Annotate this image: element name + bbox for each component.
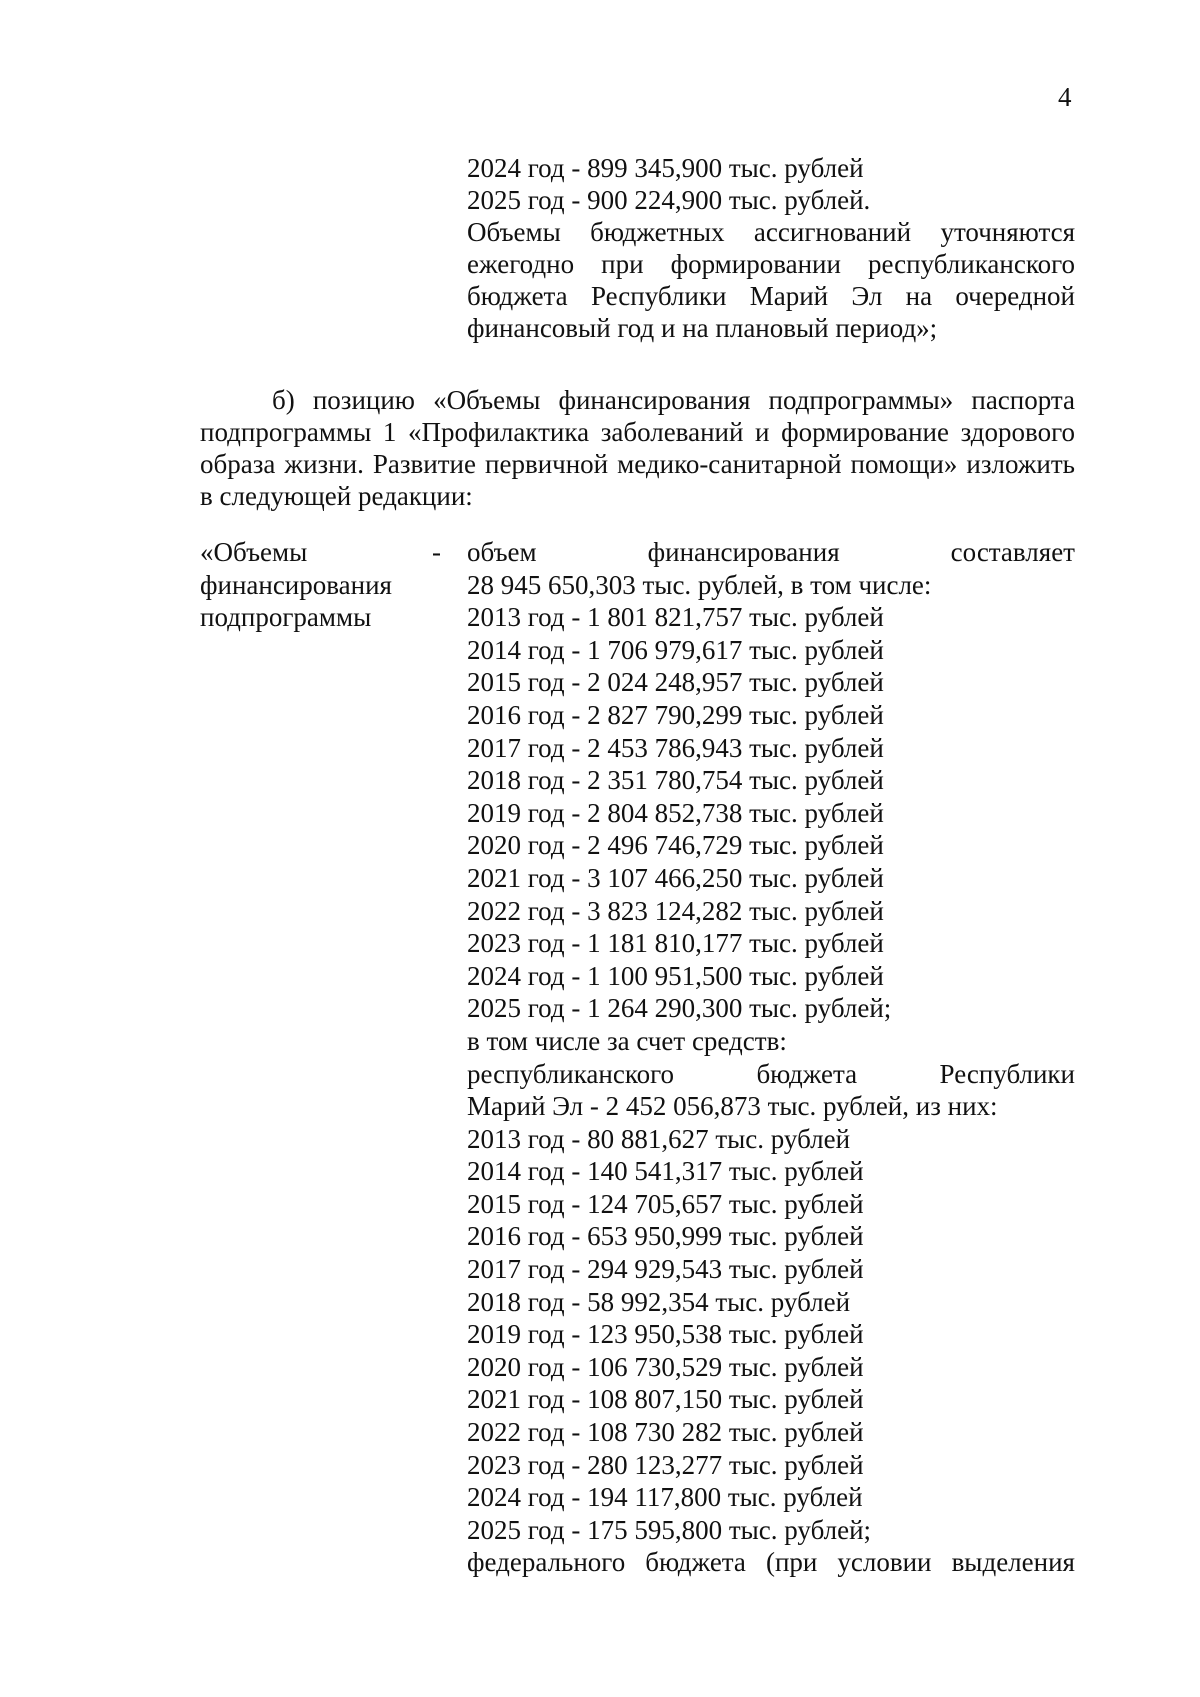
funding-year-row: 2014 год - 1 706 979,617 тыс. рублей [467,634,884,665]
republic-year-row: 2020 год - 106 730,529 тыс. рублей [467,1351,864,1382]
republic-year-row: 2015 год - 124 705,657 тыс. рублей [467,1188,864,1219]
funding-year-row: 2023 год - 1 181 810,177 тыс. рублей [467,928,884,959]
funding-year-row: 2015 год - 2 024 248,957 тыс. рублей [467,667,884,698]
funding-total: 28 945 650,303 тыс. рублей, в том числе: [467,569,932,600]
heading-word: выделения [951,1547,1075,1578]
funding-year-row: 2018 год - 2 351 780,754 тыс. рублей [467,765,884,796]
heading-word: бюджета [645,1547,746,1578]
republic-year-row: 2014 год - 140 541,317 тыс. рублей [467,1156,864,1187]
position-label-line: финансирования [200,569,392,600]
intro-word: финансирования [647,537,840,567]
federal-budget-heading [467,1546,1075,1579]
amendment-paragraph-b: б) позицию «Объемы финансирования подпрограммы» паспорта подпрограммы 1 «Профилактика заболеваний и формирование здорового образа жизни. Развитие первичной медико-санитарной помощи» изложить в следующей редакции: [200,385,1075,511]
position-label-line: подпрограммы [200,602,372,633]
heading-word: федерального [467,1547,626,1578]
tail-line: 2024 год - 899 345,900 тыс. рублей [467,153,864,183]
funding-details [467,536,1075,1579]
intro-word: составляет [950,537,1075,567]
republic-budget-total: Марий Эл - 2 452 056,873 тыс. рублей, из них: [467,1091,998,1122]
heading-word: (при [765,1547,818,1578]
separator-dash: - [432,537,441,567]
funding-year-row: 2016 год - 2 827 790,299 тыс. рублей [467,699,884,730]
funding-year-row: 2022 год - 3 823 124,282 тыс. рублей [467,895,884,926]
funding-year-row: 2013 год - 1 801 821,757 тыс. рублей [467,602,884,633]
position-label-line: «Объемы [200,537,308,567]
republic-year-row: 2025 год - 175 595,800 тыс. рублей; [467,1514,872,1545]
heading-word: республиканского [467,1058,674,1089]
republic-year-row: 2024 год - 194 117,800 тыс. рублей [467,1482,863,1513]
heading-word: условии [837,1547,932,1578]
budget-note: Объемы бюджетных ассигнований уточняются ежегодно при формировании республиканского бюджета Республики Марий Эл на очередной финансовый год и на плановый период»; [467,217,1075,343]
republic-year-row: 2016 год - 653 950,999 тыс. рублей [467,1221,864,1252]
previous-section-tail [467,152,1075,344]
funding-intro-line [467,536,1075,569]
republic-year-row: 2019 год - 123 950,538 тыс. рублей [467,1319,864,1350]
funding-year-row: 2020 год - 2 496 746,729 тыс. рублей [467,830,884,861]
funding-year-row: 2024 год - 1 100 951,500 тыс. рублей [467,960,884,991]
republic-year-row: 2023 год - 280 123,277 тыс. рублей [467,1449,864,1480]
position-label [200,536,428,634]
page-number: 4 [1058,82,1072,112]
intro-word: объем [467,537,537,567]
funding-year-row: 2017 год - 2 453 786,943 тыс. рублей [467,732,884,763]
heading-word: бюджета [756,1058,858,1089]
sources-intro: в том числе за счет средств: [467,1025,787,1056]
republic-year-row: 2018 год - 58 992,354 тыс. рублей [467,1286,851,1317]
republic-year-row: 2013 год - 80 881,627 тыс. рублей [467,1123,851,1154]
funding-year-row: 2021 год - 3 107 466,250 тыс. рублей [467,862,884,893]
republic-year-row: 2022 год - 108 730 282 тыс. рублей [467,1417,864,1448]
tail-line: 2025 год - 900 224,900 тыс. рублей. [467,185,871,215]
republic-budget-heading [467,1058,1075,1091]
funding-year-row: 2019 год - 2 804 852,738 тыс. рублей [467,797,884,828]
funding-year-row: 2025 год - 1 264 290,300 тыс. рублей; [467,993,892,1024]
heading-word: Республики [939,1058,1075,1089]
republic-year-row: 2021 год - 108 807,150 тыс. рублей [467,1384,864,1415]
republic-year-row: 2017 год - 294 929,543 тыс. рублей [467,1254,864,1285]
